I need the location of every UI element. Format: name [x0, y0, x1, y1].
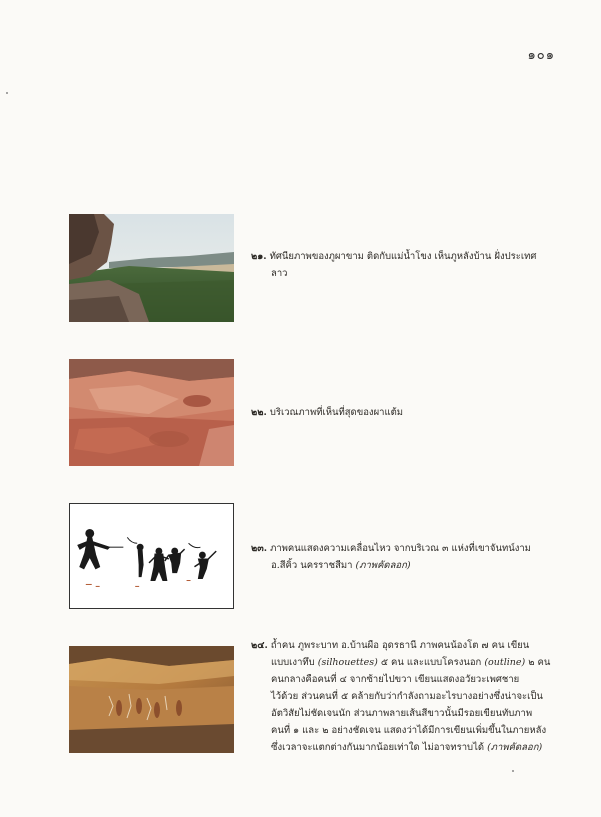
- photo-landscape-phu-pha-kham: [69, 214, 234, 322]
- page-number: ๑๐๑: [527, 48, 555, 63]
- figure-caption-24: [251, 637, 551, 756]
- caption-line: ลาว: [271, 268, 288, 279]
- caption-text: ๒ คน: [528, 657, 551, 668]
- figure-credit: (ภาพคัดลอก): [487, 742, 543, 753]
- caption-line: อัตวิสัยไม่ชัดเจนนัก ส่วนภาพลายเส้นสีขาวนั้นมีรอยเขียนทับภาพ: [271, 708, 533, 719]
- term-outline: (outline): [484, 657, 526, 668]
- caption-line: คนกลางคือคนที่ ๔ จากซ้ายไปขวา เขียนแสดงอวัยวะเพศชาย: [271, 674, 520, 685]
- figure-number: ๒๒.: [251, 407, 267, 418]
- caption-line: ภาพคนแสดงความเคลื่อนไหว จากบริเวณ ๓ แห่งที่เขาจันทน์งาม: [270, 543, 531, 554]
- caption-line: ถ้ำคน ภูพระบาท อ.บ้านผือ อุดรธานี ภาพคนน้องโต ๗ คน เขียน: [270, 640, 530, 651]
- photo-tham-khon-cave: [69, 646, 234, 753]
- caption-line: คนที่ ๑ และ ๒ อย่างชัดเจน แสดงว่าได้มีการเขียนเพิ่มขึ้นในภายหลัง: [271, 725, 547, 736]
- page-speck: [512, 770, 514, 772]
- term-silhouettes: (silhouettes): [317, 657, 378, 668]
- figure-number: ๒๑.: [251, 251, 267, 262]
- figure-caption-22: [251, 404, 541, 421]
- figure-credit: (ภาพคัดลอก): [355, 560, 411, 571]
- page-speck: [6, 92, 8, 94]
- caption-line: ทัศนียภาพของภูผาขาม ติดกับแม่น้ำโขง เห็นภูหลังบ้าน ฝั่งประเทศ: [269, 251, 537, 262]
- figure-number: ๒๔.: [251, 640, 268, 651]
- figure-number: ๒๓.: [251, 543, 268, 554]
- figure-caption-23: [251, 540, 541, 574]
- caption-text: ๕ คน และแบบโครงนอก: [380, 657, 482, 668]
- caption-line: อ.สีคิ้ว นครราชสีมา: [271, 560, 353, 571]
- caption-line: แบบเงาทึบ: [271, 657, 315, 668]
- figure-caption-21: [251, 248, 541, 282]
- caption-line: ซึ่งเวลาจะแตกต่างกันมากน้อยเท่าใด ไม่อาจทราบได้: [271, 742, 485, 753]
- photo-pha-taem-paintings: [69, 359, 234, 466]
- caption-line: บริเวณภาพที่เห็นที่สุดของผาแต้ม: [269, 407, 404, 418]
- caption-line: ไว้ด้วย ส่วนคนที่ ๕ คล้ายกับว่ากำลังถามอะไรบางอย่างซึ่งน่าจะเป็น: [271, 691, 543, 702]
- drawing-moving-human-figures: [69, 503, 234, 609]
